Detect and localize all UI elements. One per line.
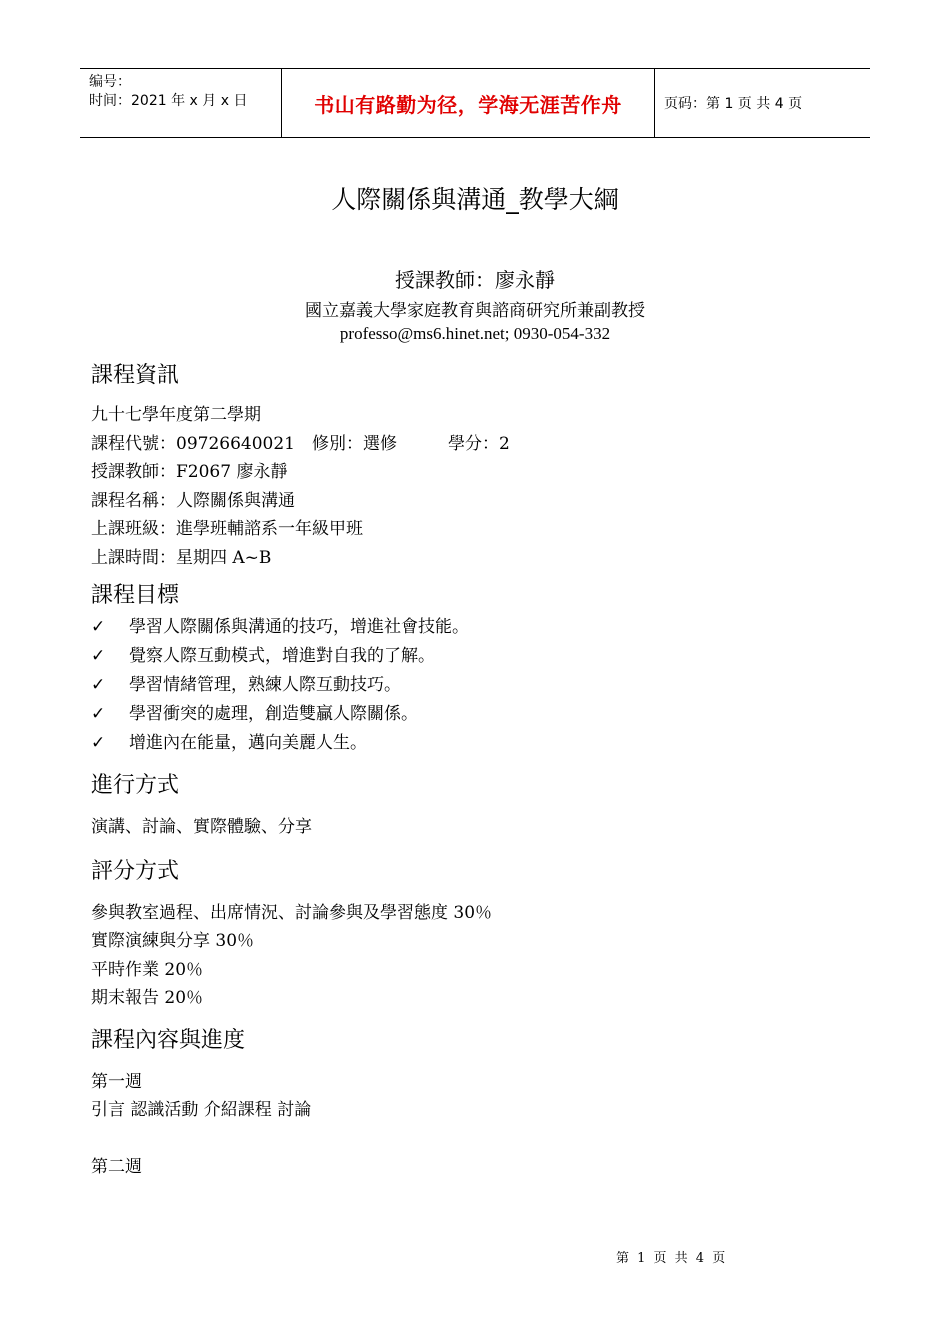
contact-line: professo@ms6.hinet.net; 0930-054-332 <box>339 324 611 343</box>
info-line-code: 課程代號：09726640021 修別：選修 學分：2 <box>91 433 510 454</box>
goal-item: ✓ 學習情緒管理，熟練人際互動技巧。 <box>91 671 871 700</box>
goal-item: ✓ 學習人際關係與溝通的技巧，增進社會技能。 <box>91 613 871 642</box>
grading-heading: 評分方式 <box>91 858 180 884</box>
info-line-time: 上課時間：星期四 A~B <box>91 547 272 568</box>
check-icon: ✓ <box>91 617 106 637</box>
goal-item: ✓ 增進內在能量，邁向美麗人生。 <box>91 729 871 758</box>
method-text: 演講、討論、實際體驗、分享 <box>91 817 312 837</box>
info-line-semester: 九十七學年度第二學期 <box>91 405 261 425</box>
header-table <box>80 68 870 138</box>
teacher-line: 授課教師：廖永靜 <box>395 268 555 292</box>
document-title: 人際關係與溝通_教學大綱 <box>331 185 619 214</box>
header-meta <box>80 69 281 137</box>
goals-heading: 課程目標 <box>91 583 180 608</box>
number-label: 编号： <box>89 74 131 90</box>
week1-text: 引言 認識活動 介紹課程 討論 <box>91 1100 312 1120</box>
info-line-course-name: 課程名稱：人際關係與溝通 <box>91 490 295 511</box>
course-info-heading: 課程資訊 <box>91 363 180 388</box>
info-line-class: 上課班級：進學班輔諮系一年級甲班 <box>91 519 363 539</box>
grading-line: 平時作業 20％ <box>91 959 204 980</box>
header-page-label: 页码：第 1 页 共 4 页 <box>664 96 803 112</box>
date-label: 时间：2021 年 x 月 x 日 <box>89 93 248 109</box>
week2-label: 第二週 <box>91 1156 142 1177</box>
goals-list <box>91 613 871 758</box>
document-body <box>91 358 871 1181</box>
method-heading: 進行方式 <box>91 773 180 798</box>
grading-line: 參與教室過程、出席情況、討論參與及學習態度 30％ <box>91 902 493 923</box>
check-icon: ✓ <box>91 675 106 695</box>
header-motto: 书山有路勤为径，学海无涯苦作舟 <box>281 69 655 137</box>
check-icon: ✓ <box>91 646 106 666</box>
goal-item: ✓ 學習衝突的處理，創造雙贏人際關係。 <box>91 700 871 729</box>
grading-line: 期末報告 20％ <box>91 988 204 1008</box>
page-footer: 第 1 页 共 4 页 <box>616 1251 728 1266</box>
affiliation-line: 國立嘉義大學家庭教育與諮商研究所兼副教授 <box>305 301 645 321</box>
schedule-heading: 課程內容與進度 <box>91 1027 246 1053</box>
week1-label: 第一週 <box>91 1071 142 1092</box>
grading-line: 實際演練與分享 30％ <box>91 931 255 951</box>
info-line-teacher: 授課教師：F2067 廖永靜 <box>91 462 288 482</box>
goal-item: ✓ 覺察人際互動模式，增進對自我的了解。 <box>91 642 871 671</box>
check-icon: ✓ <box>91 733 106 753</box>
check-icon: ✓ <box>91 704 106 724</box>
